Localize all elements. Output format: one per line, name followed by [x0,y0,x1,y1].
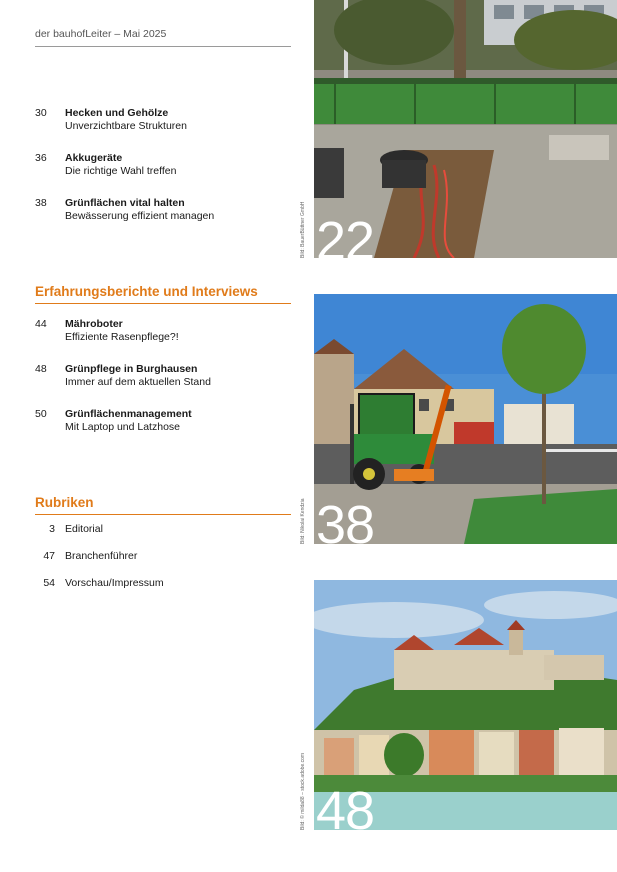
toc-title: Grünflächenmanagement [65,408,192,420]
page-number-badge: 48 [316,781,375,830]
toc-page-number: 50 [35,408,47,420]
toc-page-number: 48 [35,363,47,375]
toc-title: Akkugeräte [65,152,123,164]
toc-subtitle: Immer auf dem aktuellen Stand [65,376,211,388]
rubrik-page-number: 47 [43,550,55,562]
toc-page-number: 30 [35,107,47,119]
header-divider [35,46,291,47]
photo-credit: Bild: Nikolai Kendzia [300,498,306,544]
toc-title: Hecken und Gehölze [65,107,169,119]
photo-burghausen-castle[interactable] [314,580,617,830]
rubrik-page-number: 54 [43,577,55,589]
section-title-rubriken: Rubriken [35,495,94,510]
photo-tractor-street[interactable] [314,294,617,544]
section-divider [35,514,291,515]
toc-subtitle: Bewässerung effizient managen [65,210,215,222]
rubrik-label: Editorial [65,523,103,535]
toc-subtitle: Die richtige Wahl treffen [65,165,177,177]
toc-subtitle: Mit Laptop und Latzhose [65,421,180,433]
page-number-badge: 22 [316,211,375,258]
toc-title: Mähroboter [65,318,123,330]
photo-credit: Bild: BauerBüttner GmbH [300,201,306,258]
rubrik-label: Branchenführer [65,550,138,562]
toc-subtitle: Effiziente Rasenpflege?! [65,331,179,343]
photo-credit: Bild: © milda88 – stock.adobe.com [300,752,306,830]
toc-title: Grünflächen vital halten [65,197,185,209]
toc-page-number: 36 [35,152,47,164]
rubrik-page-number: 3 [49,523,55,535]
section-title-interviews: Erfahrungsberichte und Interviews [35,284,258,299]
section-divider [35,303,291,304]
toc-page-number: 38 [35,197,47,209]
running-header: der bauhofLeiter – Mai 2025 [35,28,167,40]
toc-page-number: 44 [35,318,47,330]
rubrik-label: Vorschau/Impressum [65,577,164,589]
toc-title: Grünpflege in Burghausen [65,363,198,375]
photo-irrigation-works[interactable] [314,0,617,258]
toc-subtitle: Unverzichtbare Strukturen [65,120,187,132]
page-number-badge: 38 [316,495,375,544]
